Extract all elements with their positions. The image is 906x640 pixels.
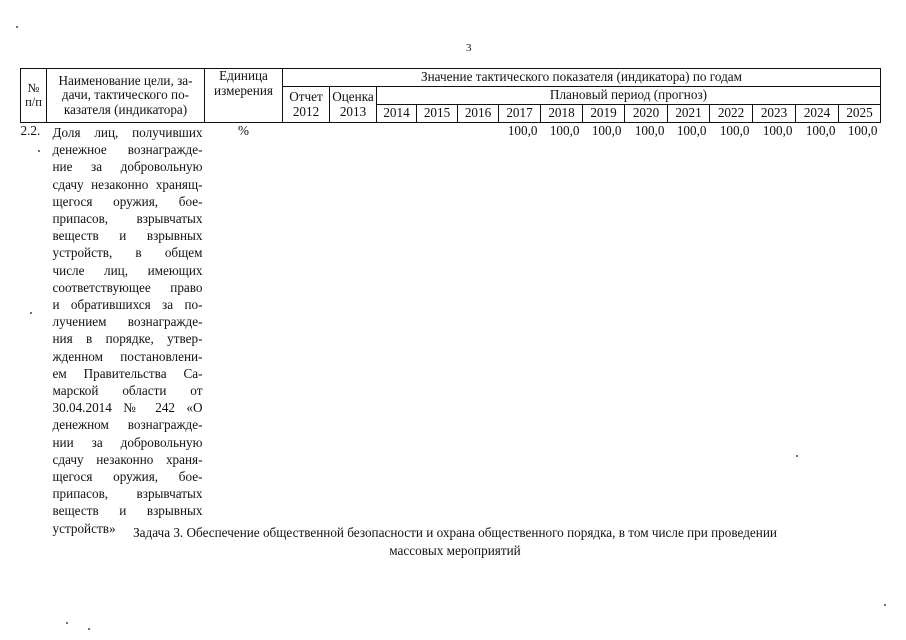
row-name-line: щегося оружия, бое- — [52, 193, 203, 209]
header-year: 2015 — [417, 105, 458, 123]
row-name-line: веществ и взрывных — [52, 503, 203, 519]
header-report: Отчет 2012 — [283, 87, 330, 123]
table-row — [21, 123, 881, 537]
row-name-line: жденном постановлени- — [52, 348, 203, 364]
header-unit: Единица измерения — [205, 69, 283, 123]
header-year: 2017 — [499, 105, 541, 123]
row-number: 2.2. — [20, 123, 41, 138]
header-number: № п/п — [21, 69, 47, 123]
row-value: 100,0 — [676, 123, 707, 138]
row-value: 100,0 — [591, 123, 622, 138]
row-report-value — [283, 123, 330, 537]
row-value: 100,0 — [847, 123, 878, 138]
row-name-line: устройств» — [52, 520, 116, 536]
row-name-line: денежное вознагражде- — [52, 142, 203, 158]
row-name-line: ния в порядке, утвер- — [52, 331, 203, 347]
row-name-line: денежном вознагражде- — [52, 417, 203, 433]
header-group-title: Значение тактического показателя (индикатора) по годам — [283, 69, 881, 87]
page-number: 3 — [466, 42, 472, 54]
scan-speck — [884, 604, 886, 606]
task-caption-line: Задача 3. Обеспечение общественной безопасности и охрана общественного порядка, в том числе при проведении — [133, 525, 777, 540]
row-value: 100,0 — [762, 123, 793, 138]
scan-speck — [66, 622, 68, 624]
row-name-line: Доля лиц, получивших — [52, 125, 203, 140]
row-value — [458, 123, 499, 537]
header-estimate: Оценка 2013 — [330, 87, 377, 123]
header-plan-title: Плановый период (прогноз) — [377, 87, 881, 105]
row-name-line: сдачу незаконно хранящ- — [52, 176, 203, 192]
row-name-line: лучением вознагражде- — [52, 314, 203, 330]
row-name-line: припасов, взрывчатых — [52, 486, 203, 502]
scan-speck — [796, 455, 798, 457]
row-value: 100,0 — [507, 123, 538, 138]
header-year: 2024 — [796, 105, 839, 123]
header-year: 2019 — [583, 105, 625, 123]
row-name — [47, 123, 205, 537]
row-name-line: и обратившихся за по- — [52, 297, 203, 313]
row-value — [417, 123, 458, 537]
row-name-line: ние за добровольную — [52, 159, 203, 175]
header-year: 2021 — [668, 105, 710, 123]
row-value: 100,0 — [549, 123, 580, 138]
row-name-line: соответствующее право — [52, 279, 203, 295]
indicator-table — [20, 68, 881, 537]
row-value: 100,0 — [805, 123, 836, 138]
scan-speck — [30, 312, 32, 314]
row-value — [377, 123, 417, 537]
row-name-line: сдачу незаконно храня- — [52, 451, 203, 467]
row-name-line: 30.04.2014 № 242 «О — [52, 400, 203, 416]
row-name-line: нии за добровольную — [52, 434, 203, 450]
header-year: 2020 — [625, 105, 668, 123]
row-name-line: числе лиц, имеющих — [52, 262, 203, 278]
row-name-line: веществ и взрывных — [52, 228, 203, 244]
header-year: 2022 — [710, 105, 753, 123]
row-value: 100,0 — [719, 123, 750, 138]
row-name-line: устройств, в общем — [52, 245, 203, 261]
row-name-line: марской области от — [52, 383, 203, 399]
task-caption-line: массовых мероприятий — [389, 543, 521, 558]
header-year: 2016 — [458, 105, 499, 123]
scan-speck — [38, 150, 40, 152]
header-year: 2023 — [753, 105, 796, 123]
header-year: 2018 — [541, 105, 583, 123]
row-name-line: щегося оружия, бое- — [52, 469, 203, 485]
row-name-line: ем Правительства Са- — [52, 365, 203, 381]
row-estimate-value — [330, 123, 377, 537]
row-unit: % — [238, 123, 249, 138]
row-value: 100,0 — [634, 123, 665, 138]
header-year: 2014 — [377, 105, 417, 123]
header-name: Наименование цели, за- дачи, тактического по- казателя (индикатора) — [47, 69, 205, 123]
header-year: 2025 — [839, 105, 881, 123]
scan-speck — [16, 26, 18, 28]
row-name-line: припасов, взрывчатых — [52, 211, 203, 227]
scan-speck — [88, 628, 90, 630]
task-caption — [90, 524, 820, 560]
